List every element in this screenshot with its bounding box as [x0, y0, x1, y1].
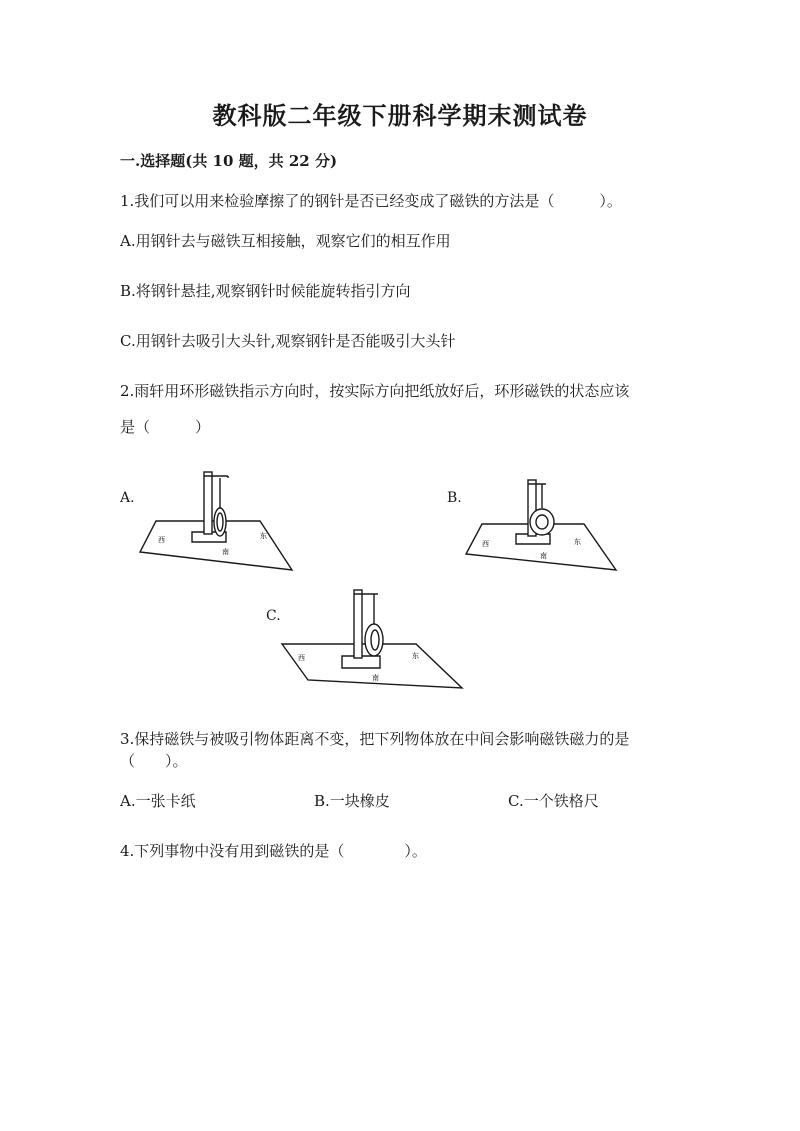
question-1-option-c: C.用钢针去吸引大头针,观察钢针是否能吸引大头针	[120, 332, 456, 350]
stand-pole	[204, 472, 212, 534]
question-4-stem: 4.下列事物中没有用到磁铁的是（ ）。	[120, 842, 427, 860]
figure-a-ring-magnet-stand	[140, 466, 300, 576]
ring-magnet-inner	[217, 513, 223, 531]
question-3-stem-line-1: 3.保持磁铁与被吸引物体距离不变，把下列物体放在中间会影响磁铁磁力的是	[120, 730, 630, 748]
figure-c-ring-magnet-stand	[282, 586, 467, 690]
paper-mark-south: 南	[222, 548, 229, 556]
paper-mark-west: 西	[298, 654, 305, 662]
question-2-stem-line-1: 2.雨轩用环形磁铁指示方向时，按实际方向把纸放好后，环形磁铁的状态应该	[120, 382, 630, 400]
question-1-option-b: B.将钢针悬挂,观察钢针时候能旋转指引方向	[120, 282, 411, 300]
paper-mark-east: 东	[260, 532, 267, 540]
paper-mark-west: 西	[158, 536, 165, 544]
paper-mark-west: 西	[482, 540, 489, 548]
question-2-stem-line-2: 是（ ）	[120, 418, 211, 436]
question-3-option-b: B.一块橡皮	[314, 792, 390, 810]
figure-b-label: B.	[447, 490, 462, 506]
ring-magnet-inner	[536, 515, 548, 529]
paper-mark-south: 南	[540, 552, 547, 560]
figure-a-label: A.	[120, 490, 135, 506]
figure-b-ring-magnet-stand	[466, 476, 626, 576]
figure-c-label: C.	[266, 608, 281, 624]
question-3-option-a: A.一张卡纸	[120, 792, 196, 810]
paper-mark-south: 南	[372, 674, 379, 682]
section-heading: 一.选择题(共 10 题，共 22 分)	[120, 152, 338, 170]
question-3-stem-line-2: （ ）。	[120, 752, 188, 770]
question-3-option-c: C.一个铁格尺	[508, 792, 599, 810]
stand-pole	[354, 590, 362, 658]
page-title: 教科版二年级下册科学期末测试卷	[212, 101, 588, 130]
paper-mark-east: 东	[412, 652, 419, 660]
ring-magnet-inner	[371, 630, 379, 650]
question-1-option-a: A.用钢针去与磁铁互相接触，观察它们的相互作用	[120, 232, 451, 250]
question-1-stem: 1.我们可以用来检验摩擦了的钢针是否已经变成了磁铁的方法是（ ）。	[120, 192, 622, 210]
paper-mark-east: 东	[574, 538, 581, 546]
